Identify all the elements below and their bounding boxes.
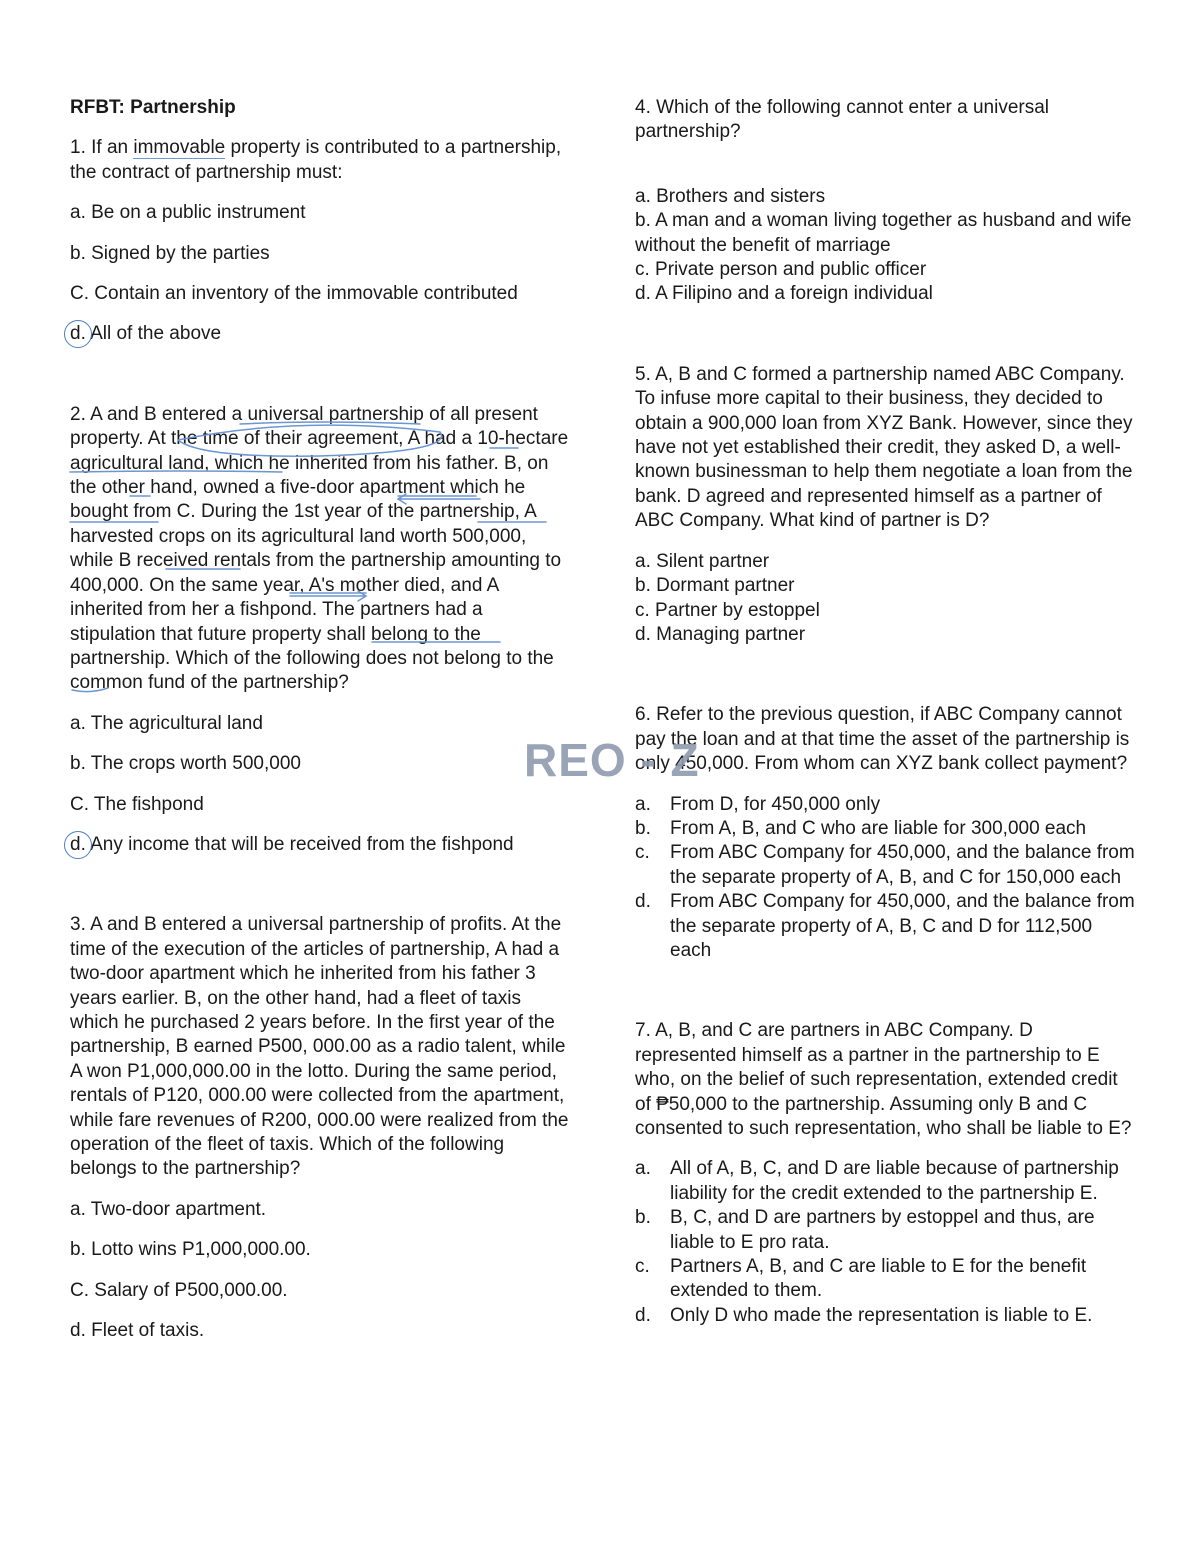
option-letter: a. [635, 1158, 651, 1180]
option-letter: d. [635, 891, 651, 913]
question-7 [635, 1019, 1135, 1328]
question-2-option-d-text: Any income that will be received from the fishpond [90, 833, 514, 855]
question-2-option-b: b. The crops worth 500,000 [70, 753, 301, 775]
option-letter: a. [635, 793, 651, 815]
document-title: RFBT: Partnership [70, 97, 236, 118]
question-2-text: 2. A and B entered a universal partnership of all present property. At the time of their agreement, A had a 10-hectare agricultural land, which he inherited from his father. B, on the other hand, owned a five-door apartment which he bought from C. During the 1st year of the partnership, A harvested crops on its agricultural land worth 500,000, while B received rentals from the partnership amounting to 400,000. On the same year, A's mother died, and A inherited from her a fishpond. The partners had a stipulation that future property shall belong to the partnership. Which of the following does not belong to the common fund of the partnership? [70, 403, 569, 694]
question-5-option-b: b. Dormant partner [635, 575, 795, 597]
question-1 [70, 136, 570, 346]
question-6 [635, 703, 1135, 963]
option-text: From D, for 450,000 only [670, 793, 881, 815]
option-text: B, C, and D are partners by estoppel and thus, are liable to E pro rata. [670, 1207, 1095, 1253]
option-letter: c. [635, 1256, 650, 1278]
question-3-option-b: b. Lotto wins P1,000,000.00. [70, 1239, 311, 1261]
question-7-option-b [635, 1206, 1135, 1255]
question-3-option-c: C. Salary of P500,000.00. [70, 1279, 288, 1301]
question-3-option-d: d. Fleet of taxis. [70, 1320, 205, 1342]
watermark: REO - Z [524, 734, 700, 786]
option-text: From ABC Company for 450,000, and the balance from the separate property of A, B, and C for 150,000 each [670, 842, 1135, 888]
question-4-options [635, 185, 1135, 307]
question-5 [635, 363, 1135, 647]
question-7-option-d [635, 1304, 1135, 1328]
option-text: From A, B, and C who are liable for 300,000 each [670, 817, 1087, 839]
question-6-option-c [635, 841, 1135, 890]
question-4-option-a: a. Brothers and sisters [635, 185, 826, 207]
question-6-option-b [635, 817, 1135, 841]
question-7-text: 7. A, B, and C are partners in ABC Company. D represented himself as a partner in the partnership to E who, on the belief of such representation, extended credit of ₱50,000 to the partnership. Assuming only B and C consented to such representation, who shall be liable to E? [635, 1020, 1132, 1139]
question-7-option-a [635, 1157, 1135, 1206]
option-text: Partners A, B, and C are liable to E for the benefit extended to them. [670, 1256, 1087, 1302]
question-5-option-d: d. Managing partner [635, 623, 806, 645]
question-6-option-a [635, 793, 1135, 817]
question-3 [70, 913, 570, 1343]
question-5-option-a: a. Silent partner [635, 550, 770, 572]
question-4-text: 4. Which of the following cannot enter a universal partnership? [635, 97, 1050, 143]
question-2-option-c: C. The fishpond [70, 793, 204, 815]
option-letter: c. [635, 842, 650, 864]
left-column [70, 96, 570, 1343]
option-letter: b. [635, 817, 651, 839]
question-1-option-d [70, 322, 570, 346]
question-1-underlined-word: immovable [133, 137, 226, 159]
question-7-option-c [635, 1255, 1135, 1304]
question-3-option-a: a. Two-door apartment. [70, 1198, 267, 1220]
option-text: All of A, B, C, and D are liable because of partnership liability for the credit extended to the partnership E. [670, 1158, 1119, 1204]
option-letter: b. [635, 1207, 651, 1229]
question-1-option-c: C. Contain an inventory of the immovable contributed [70, 283, 518, 305]
question-1-text [70, 136, 570, 185]
question-1-option-d-text: All of the above [90, 323, 222, 345]
question-5-text: 5. A, B and C formed a partnership named ABC Company. To infuse more capital to their business, they decided to obtain a 900,000 loan from XYZ Bank. However, since they have not yet established their credit, they asked D, a well-known businessman to help them negotiate a loan from the bank. D agreed and represented himself as a partner of ABC Company. What kind of partner is D? [635, 363, 1133, 532]
question-6-option-d [635, 890, 1135, 963]
question-1-text-part: property is contributed to a partnership, the contract of partnership must: [70, 137, 562, 183]
option-text: From ABC Company for 450,000, and the balance from the separate property of A, B, C and D for 112,500 each [670, 891, 1135, 961]
question-4-option-d: d. A Filipino and a foreign individual [635, 283, 933, 305]
question-1-text-part: 1. If an [70, 137, 134, 159]
question-5-options [635, 550, 1135, 648]
right-column [635, 96, 1135, 1328]
question-7-options [635, 1157, 1135, 1328]
question-2-option-a: a. The agricultural land [70, 712, 263, 734]
answer-circle-mark: d. [70, 322, 86, 346]
question-5-option-c: c. Partner by estoppel [635, 599, 820, 621]
question-4-option-b: b. A man and a woman living together as husband and wife without the benefit of marriage [635, 210, 1132, 256]
question-1-option-a: a. Be on a public instrument [70, 202, 306, 224]
question-6-text: 6. Refer to the previous question, if ABC Company cannot pay the loan and at that time the asset of the partnership is only 450,000. From whom can XYZ bank collect payment? [635, 704, 1130, 775]
option-letter: d. [635, 1304, 651, 1326]
question-2 [70, 403, 570, 858]
question-6-options [635, 793, 1135, 964]
question-1-option-b: b. Signed by the parties [70, 242, 270, 264]
option-text: Only D who made the representation is liable to E. [670, 1304, 1093, 1326]
question-3-text: 3. A and B entered a universal partnership of profits. At the time of the execution of the articles of partnership, A had a two-door apartment which he inherited from his father 3 years earlier. B, on the other hand, had a fleet of taxis which he purchased 2 years before. In the first year of the partnership, B earned P500, 000.00 as a radio talent, while A won P1,000,000.00 in the lotto. During the same period, rentals of P120, 000.00 were collected from the apartment, while fare revenues of R200, 000.00 were realized from the operation of the fleet of taxis. Which of the following belongs to the partnership? [70, 914, 569, 1180]
question-4 [635, 96, 1135, 307]
question-4-option-c: c. Private person and public officer [635, 259, 927, 281]
answer-circle-mark: d. [70, 833, 86, 857]
question-2-option-d [70, 833, 570, 857]
